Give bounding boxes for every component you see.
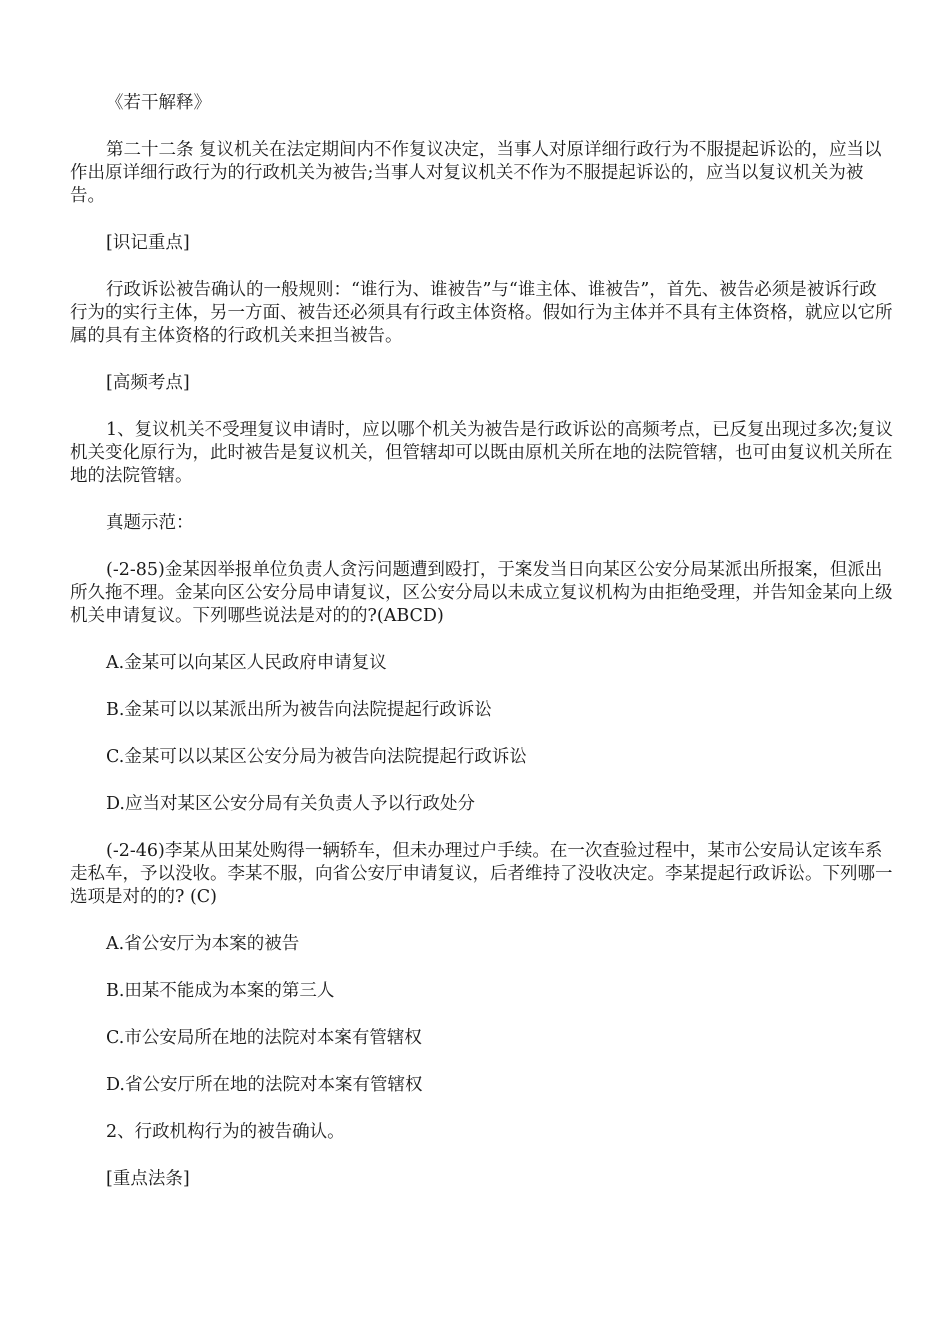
- section-heading-key-articles: [重点法条]: [106, 1169, 190, 1189]
- section-heading-frequent-points: [高频考点]: [106, 373, 190, 393]
- question-1-option-b: B.金某可以以某派出所为被告向法院提起行政诉讼: [106, 700, 492, 720]
- example-heading: 真题示范：: [106, 513, 194, 533]
- question-2-option-c: C.市公安局所在地的法院对本案有管辖权: [106, 1028, 422, 1048]
- question-1-option-c: C.金某可以以某区公安分局为被告向法院提起行政诉讼: [106, 747, 527, 767]
- section-heading-key-points: [识记重点]: [106, 233, 190, 253]
- question-1-stem: (-2-85)金某因举报单位负责人贪污问题遭到殴打，于案发当日向某区公安分局某派出所报案，但派出所久拖不理。金某向区公安分局申请复议，区公安分局以未成立复议机构为由拒绝受理，并告知金某向上级机关申请复议。下列哪些说法是对的的?(ABCD): [70, 560, 893, 626]
- document-page: [70, 92, 894, 1215]
- question-1-option-a: A.金某可以向某区人民政府申请复议: [106, 653, 387, 673]
- key-points-paragraph: 行政诉讼被告确认的一般规则：“谁行为、谁被告”与“谁主体、谁被告”，首先、被告必须是被诉行政行为的实行主体，另一方面、被告还必须具有行政主体资格。假如行为主体并不具有主体资格，就应以它所属的具有主体资格的行政机关来担当被告。: [70, 280, 893, 346]
- article-22-paragraph: 第二十二条 复议机关在法定期间内不作复议决定，当事人对原详细行政行为不服提起诉讼的，应当以作出原详细行政行为的行政机关为被告;当事人对复议机关不作为不服提起诉讼的，应当以复议机关为被告。: [70, 140, 882, 206]
- question-2-option-b: B.田某不能成为本案的第三人: [106, 981, 335, 1001]
- point-2-heading: 2、行政机构行为的被告确认。: [106, 1122, 345, 1142]
- question-1-option-d: D.应当对某区公安分局有关负责人予以行政处分: [106, 794, 475, 814]
- question-2-option-d: D.省公安厅所在地的法院对本案有管辖权: [106, 1075, 423, 1095]
- section-title-interpretation: 《若干解释》: [106, 93, 211, 113]
- question-2-stem: (-2-46)李某从田某处购得一辆轿车，但未办理过户手续。在一次查验过程中，某市公安局认定该车系走私车，予以没收。李某不服，向省公安厅申请复议，后者维持了没收决定。李某提起行政诉讼。下列哪一选项是对的的? (C): [70, 841, 893, 907]
- frequent-points-paragraph: 1、复议机关不受理复议申请时，应以哪个机关为被告是行政诉讼的高频考点，已反复出现过多次;复议机关变化原行为，此时被告是复议机关，但管辖却可以既由原机关所在地的法院管辖，也可由复议机关所在地的法院管辖。: [70, 420, 894, 486]
- question-2-option-a: A.省公安厅为本案的被告: [106, 934, 300, 954]
